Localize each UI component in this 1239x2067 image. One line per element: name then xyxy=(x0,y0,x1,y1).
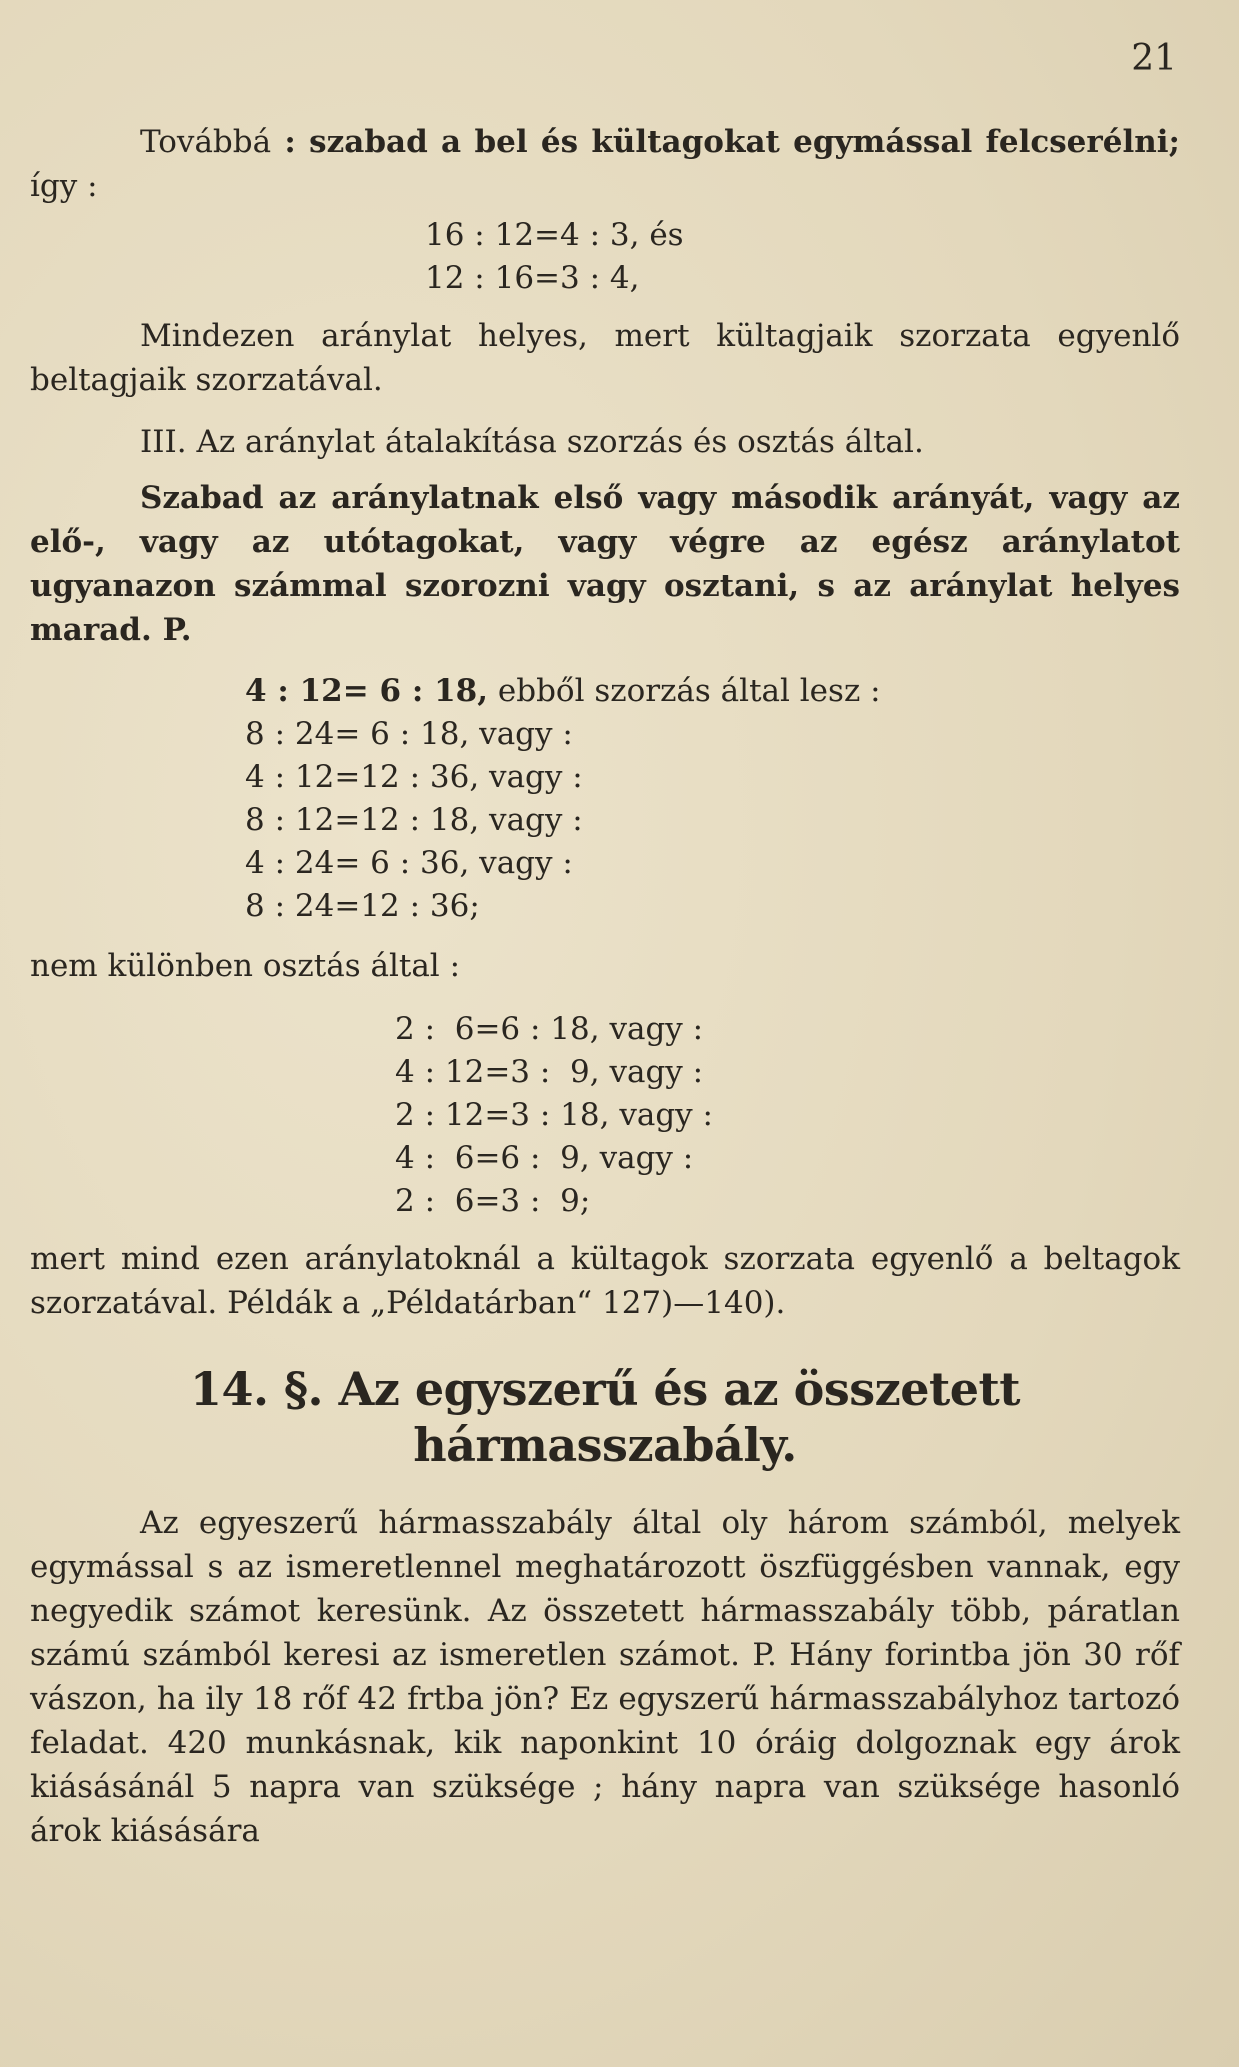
equation-line: 4 : 6=6 : 9, vagy : xyxy=(395,1140,694,1176)
equation-line: 8 : 12=12 : 18, vagy : xyxy=(245,802,583,838)
equation-line: 2 : 6=6 : 18, vagy : xyxy=(395,1011,704,1047)
equation-line xyxy=(30,670,1180,713)
equation-line: 8 : 24= 6 : 18, vagy : xyxy=(245,716,573,752)
equation-line: 4 : 12=12 : 36, vagy : xyxy=(245,759,583,795)
paragraph-validity: Mindezen aránylat helyes, mert kültagjaik szorzata egyenlő beltagjaik szorzatával. xyxy=(30,318,1180,398)
equation-line: 12 : 16=3 : 4, xyxy=(425,260,640,296)
equation-line: 2 : 6=3 : 9; xyxy=(395,1183,591,1219)
paragraph-tail: így : xyxy=(30,168,98,204)
equation-group-swap xyxy=(30,214,1180,300)
paragraph-colon: : xyxy=(271,124,310,160)
subsection-heading: III. Az aránylat átalakítása szorzás és osztás által. xyxy=(140,424,924,460)
equation-line: 4 : 12=3 : 9, vagy : xyxy=(395,1054,704,1090)
equation-group-divide xyxy=(30,1008,1180,1223)
equation-bold: 4 : 12= 6 : 18, xyxy=(245,673,489,709)
equation-tail: ebből szorzás által lesz : xyxy=(488,673,881,709)
paragraph-division-intro: nem különben osztás által : xyxy=(30,948,461,984)
equation-line: 16 : 12=4 : 3, és xyxy=(425,217,684,253)
equation-line: 2 : 12=3 : 18, vagy : xyxy=(395,1097,713,1133)
paragraph-lead: Továbbá xyxy=(140,124,272,160)
equation-line: 4 : 24= 6 : 36, vagy : xyxy=(245,845,573,881)
equation-line: 8 : 24=12 : 36; xyxy=(245,888,480,924)
paragraph-transform-rule: Szabad az aránylatnak első vagy második arányát, vagy az elő-, vagy az utótagokat, vagy végre az egész aránylatot ugyanazon számmal szorozni vagy osztani, s az aránylat helyes marad. P. xyxy=(30,480,1180,648)
paragraph-conclusion: mert mind ezen aránylatoknál a kültagok szorzata egyenlő a beltagok szorzatával. Példák a „Példatárban“ 127)—140). xyxy=(30,1241,1180,1321)
section-heading: 14. §. Az egyszerű és az összetett hármasszabály. xyxy=(189,1362,1021,1472)
page-content xyxy=(30,120,1180,1853)
paragraph-rule-of-three: Az egyeszerű hármasszabály által oly három számból, melyek egymással s az ismeretlennel meghatározott öszfüggésben vannak, egy negyedik számot keresünk. Az összetett hármasszabály több, páratlan számú számból keresi az ismeretlen számot. P. Hány forintba jön 30 rőf vászon, ha ily 18 rőf 42 frtba jön? Ez egyszerű hármasszabályhoz tartozó feladat. 420 munkásnak, kik naponkint 10 óráig dolgoznak egy árok kiásásánál 5 napra van szüksége ; hány napra van szüksége hasonló árok kiásására xyxy=(30,1505,1180,1849)
rule-text-bold: szabad a bel és kültagokat egymással felcserélni; xyxy=(309,124,1180,160)
page-number: 21 xyxy=(1131,38,1177,79)
equation-group-multiply xyxy=(30,670,1180,928)
paragraph-swap-rule xyxy=(30,120,1180,208)
